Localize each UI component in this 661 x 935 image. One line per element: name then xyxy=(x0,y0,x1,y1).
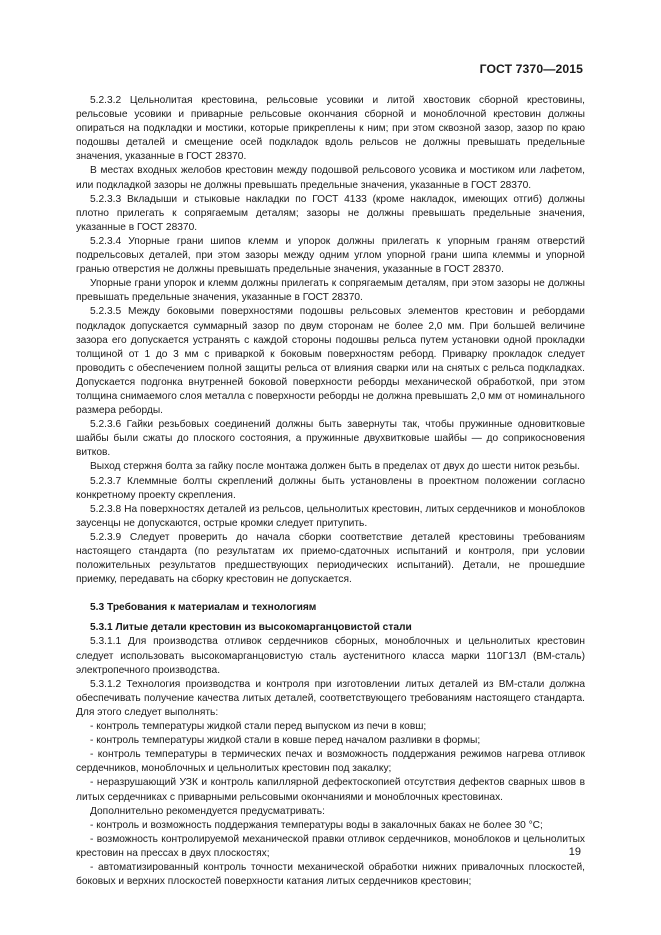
section-heading: 5.3 Требования к материалам и технологиям xyxy=(90,602,317,614)
subsection-heading: 5.3.1 Литые детали крестовин из высокомарганцовистой стали xyxy=(90,622,412,634)
paragraph: 5.3.1.1 Для производства отливок сердечников сборных, моноблочных и цельнолитых крестовин следует использовать высокомарганцовистую сталь аустенитного класса марки 110Г13Л (ВМ-сталь) электропечного производства. xyxy=(76,636,585,676)
paragraph: 5.2.3.4 Упорные грани шипов клемм и упорок должны прилегать к упорным граням отверстий подрельсовых деталей, при этом зазоры между одним углом упорной грани шипа клеммы и упорной гранью отверстия не должны превышать предельные значения, указанные в ГОСТ 28370. xyxy=(76,235,585,276)
paragraph: В местах входных желобов крестовин между подошвой рельсового усовика и мостиком или лафетом, или подкладкой зазоры не должны превышать предельные значения, указанные в ГОСТ 28370. xyxy=(76,165,585,191)
paragraph: 5.2.3.5 Между боковыми поверхностями подошвы рельсовых элементов крестовин и ребордами подкладок допускается суммарный зазор по двум сторонам не более 2,0 мм. При большей величине зазора его допускается устранять с каждой стороны подошвы рельса путем установки одной прокладки толщиной от 1 до 3 мм с приваркой к боковым поверхностям реборд. Приварку прокладок следует проводить с обеспечением полной защиты рельса от влияния сварки или на снятых с рельса подкладках. Допускается подгонка внутренней боковой поверхности реборды механической обработкой, при этом толщина снимаемого слоя металла с поверхности реборды не должна превышать 2,0 мм от номинального размера реборды. xyxy=(76,306,585,417)
paragraph: 5.2.3.7 Клеммные болты скреплений должны быть установлены в проектном положении согласно конкретному проекту скрепления. xyxy=(76,475,585,501)
paragraph: Упорные грани упорок и клемм должны прилегать к сопрягаемым деталям, при этом зазоры не должны превышать предельные значения, указанные в ГОСТ 28370. xyxy=(76,278,585,304)
paragraph: 5.2.3.3 Вкладыши и стыковые накладки по ГОСТ 4133 (кроме накладок, имеющих отгиб) должны плотно прилегать к сопрягаемым деталям; зазоры не должны превышать предельные значения, указанные в ГОСТ 28370. xyxy=(76,193,585,233)
document-code: ГОСТ 7370—2015 xyxy=(479,62,583,76)
list-item: - контроль температуры жидкой стали перед выпуском из печи в ковш; xyxy=(90,721,427,733)
list-item: - контроль температуры жидкой стали в ковше перед началом разливки в формы; xyxy=(90,735,481,747)
paragraph: 5.3.1.2 Технология производства и контроля при изготовлении литых деталей из ВМ-стали должна обеспечивать получение качества литых деталей, соответствующего требованиям настоящего стандарта. Для этого следует выполнять: xyxy=(76,678,585,718)
paragraph: Выход стержня болта за гайку после монтажа должен быть в пределах от двух до шести ниток резьбы. xyxy=(90,461,580,473)
list-item: - контроль и возможность поддержания температуры воды в закалочных баках не более 30 °С; xyxy=(90,819,543,831)
list-item: - автоматизированный контроль точности механической обработки нижних привалочных плоскостей, боковых и верхних плоскостей поверхности катания литых сердечников крестовин; xyxy=(76,861,585,888)
list-item: - неразрушающий УЗК и контроль капиллярной дефектоскопией отсутствия дефектов сварных швов в литых сердечниках с приварными рельсовыми окончаниями и моноблочных крестовинах. xyxy=(76,777,585,803)
paragraph: 5.2.3.6 Гайки резьбовых соединений должны быть завернуты так, чтобы пружинные одновитковые шайбы были сжаты до плоского состояния, а пружинные двухвитковые шайбы — до соприкосновения витков. xyxy=(76,419,585,459)
paragraph: 5.2.3.2 Цельнолитая крестовина, рельсовые усовики и литой хвостовик сборной крестовины, рельсовые усовики и приварные рельсовые окончания сборной и моноблочной крестовин должны опираться на подкладки и мостики, которые прикреплены к ним; при этом сквозной зазор, зазор по краю подошвы деталей и смещение осей подкладок вдоль рельсов не должны превышать предельные значения, указанные в ГОСТ 28370. xyxy=(76,95,585,163)
paragraph: Дополнительно рекомендуется предусматривать: xyxy=(90,805,325,817)
paragraph: 5.2.3.8 На поверхностях деталей из рельсов, цельнолитых крестовин, литых сердечников и моноблоков заусенцы не допускаются, острые кромки следует притупить. xyxy=(76,503,585,529)
list-item: - возможность контролируемой механической правки отливок сердечников, моноблоков и цельнолитых крестовин на прессах в двух плоскостях; xyxy=(76,833,585,859)
page-number: 19 xyxy=(568,846,581,858)
list-item: - контроль температуры в термических печах и возможность поддержания режимов нагрева отливок сердечников, моноблочных и цельнолитых крестовин под закалку; xyxy=(76,749,585,775)
page-body xyxy=(76,94,585,889)
paragraph: 5.2.3.9 Следует проверить до начала сборки соответствие деталей крестовины требованиям настоящего стандарта (по результатам их приемо-сдаточных испытаний и контроля, при условии положительных результатов предшествующих периодических испытаний). Детали, не прошедшие приемку, передавать на сборку крестовин не допускается. xyxy=(76,531,585,586)
